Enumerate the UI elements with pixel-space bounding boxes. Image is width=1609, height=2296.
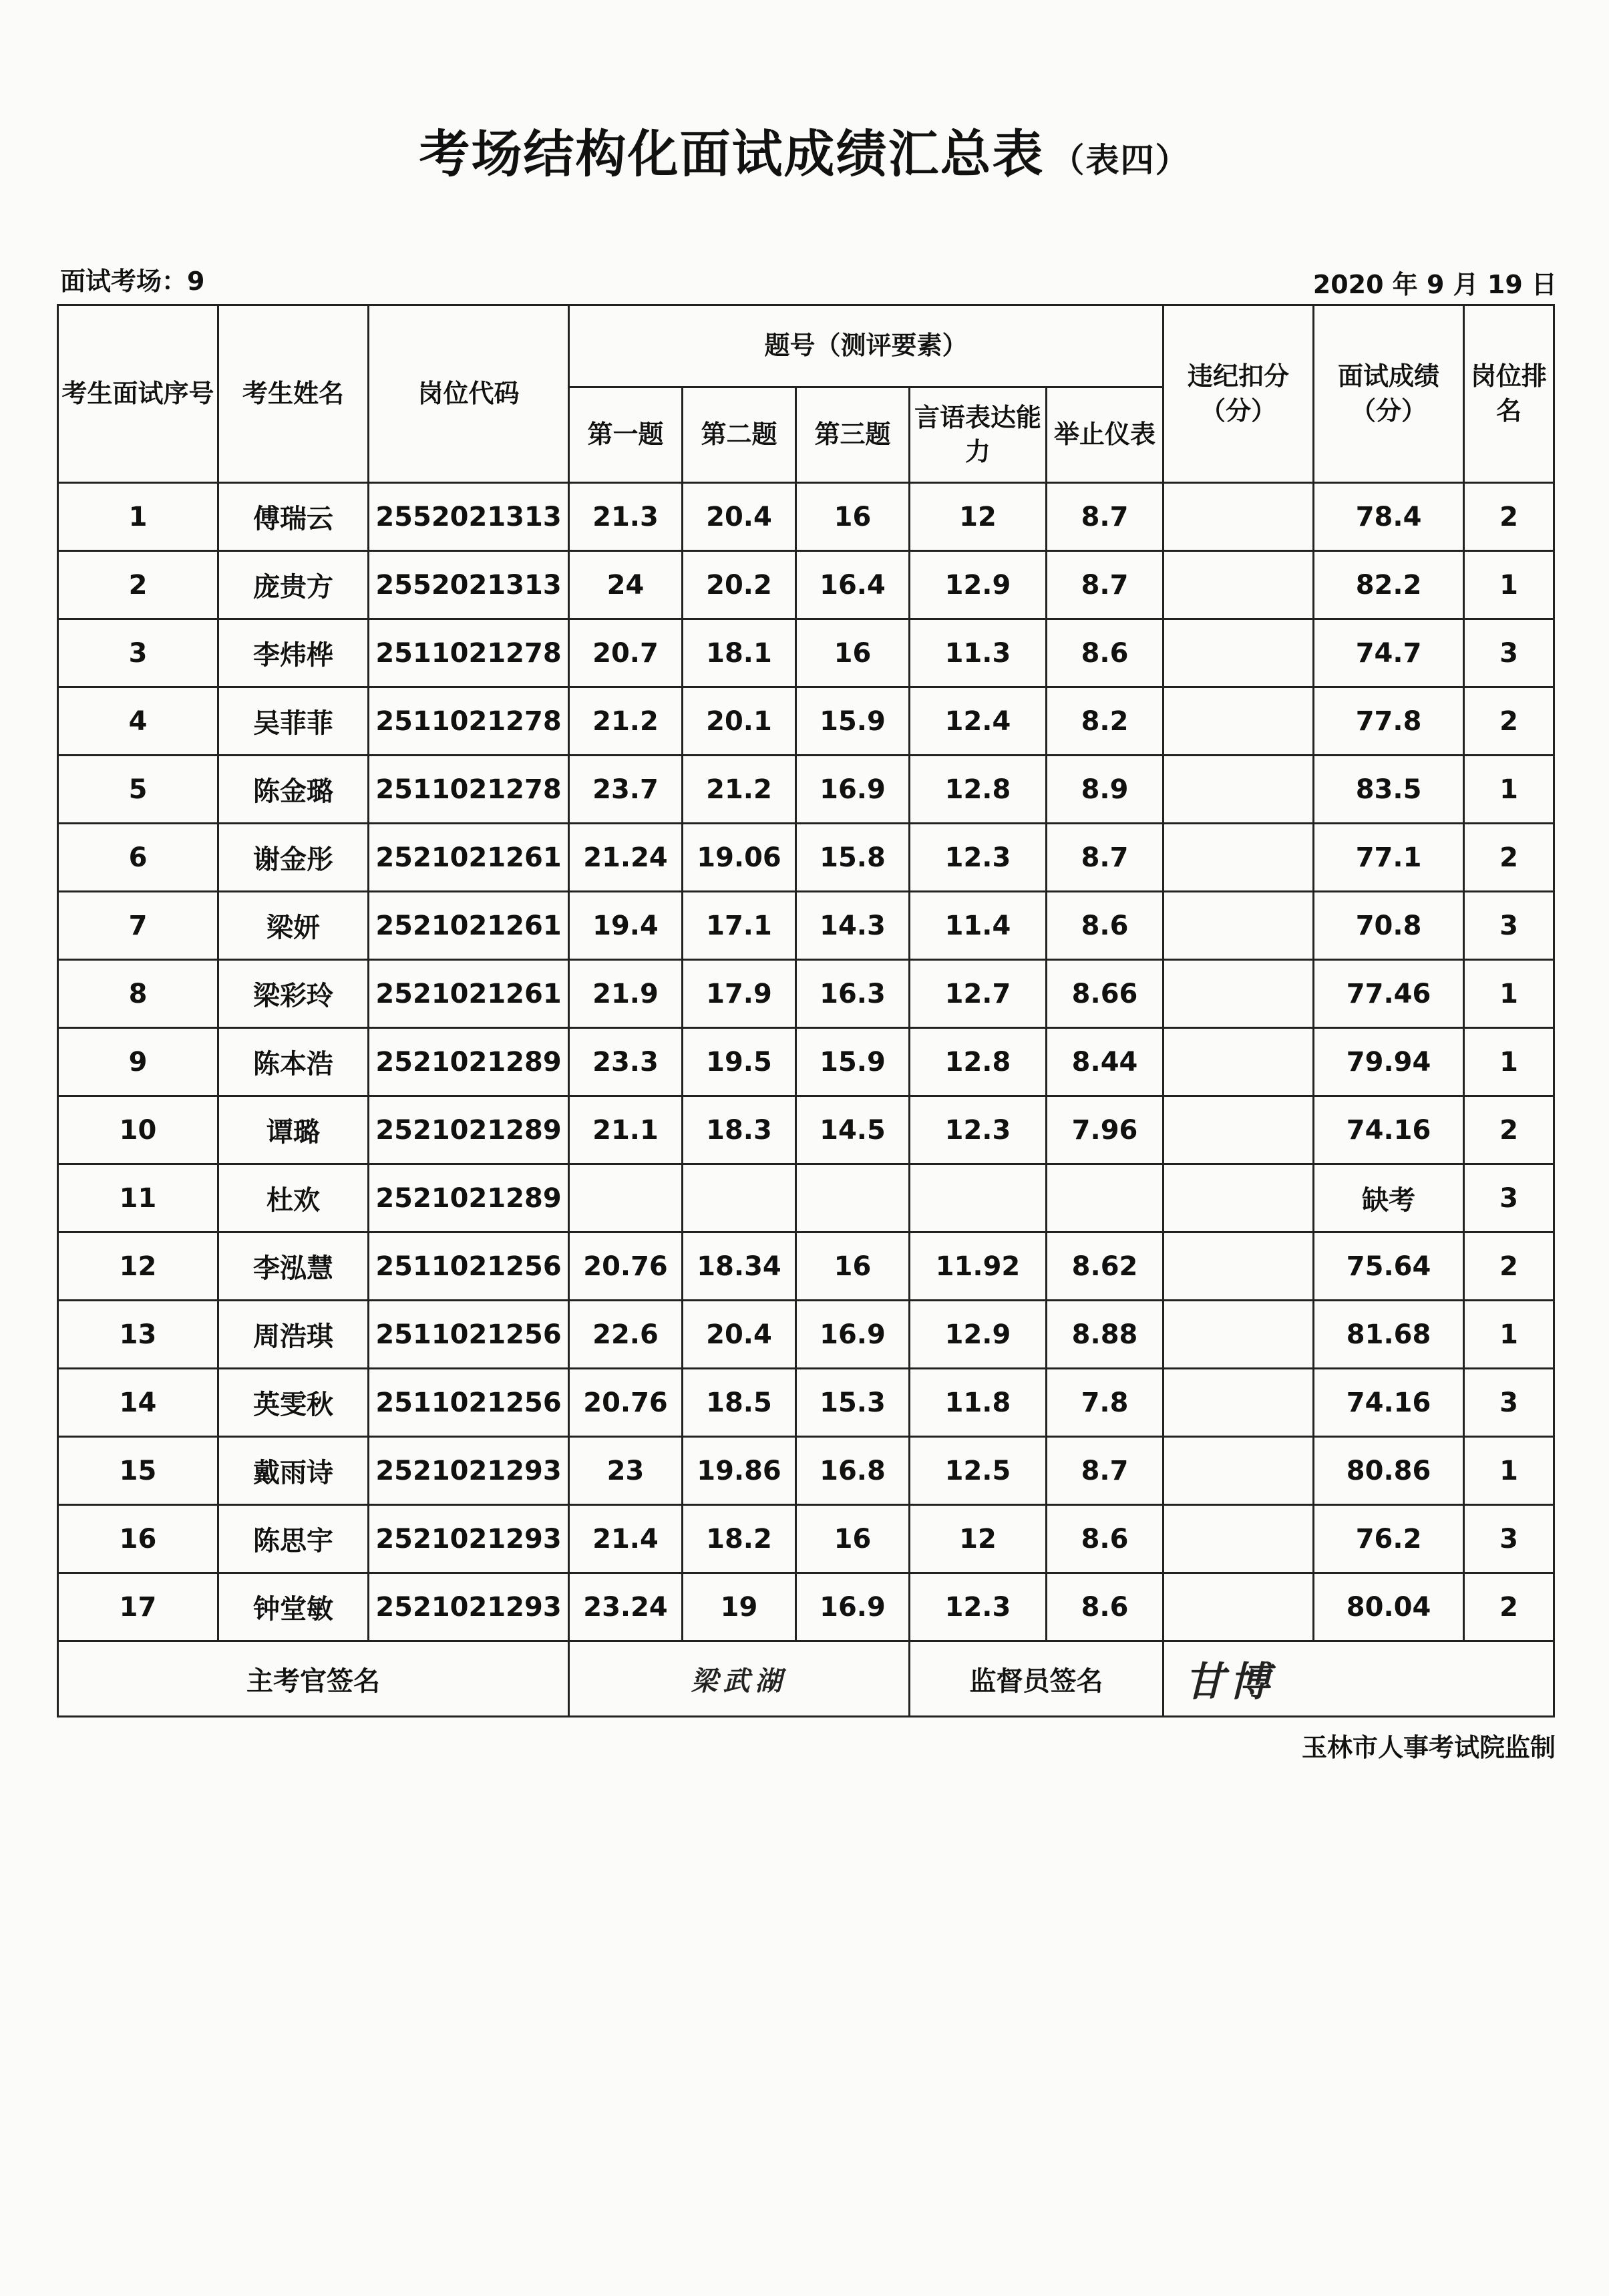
cell-score: 77.46 xyxy=(1314,960,1464,1028)
cell-post-code: 2521021293 xyxy=(369,1437,569,1505)
cell-manner: 8.6 xyxy=(1047,619,1164,687)
cell-score: 77.8 xyxy=(1314,687,1464,756)
cell-manner: 8.7 xyxy=(1047,1437,1164,1505)
cell-q1: 22.6 xyxy=(569,1301,683,1369)
cell-q2 xyxy=(683,1164,796,1233)
cell-post-code: 2511021256 xyxy=(369,1233,569,1301)
cell-seq: 15 xyxy=(58,1437,218,1505)
header-questions-group: 题号（测评要素） xyxy=(569,305,1164,387)
cell-q2: 19.06 xyxy=(683,824,796,892)
cell-q3: 15.3 xyxy=(796,1369,910,1437)
header-rank: 岗位排名 xyxy=(1464,305,1554,483)
cell-q1: 21.4 xyxy=(569,1505,683,1573)
cell-seq: 17 xyxy=(58,1573,218,1641)
cell-expression: 11.3 xyxy=(910,619,1047,687)
cell-manner: 8.66 xyxy=(1047,960,1164,1028)
footer-issuer: 玉林市人事考试院监制 xyxy=(1301,1733,1556,1762)
cell-deduction xyxy=(1164,1096,1314,1164)
cell-rank: 2 xyxy=(1464,1233,1554,1301)
cell-name: 谭璐 xyxy=(218,1096,369,1164)
cell-manner: 8.6 xyxy=(1047,892,1164,960)
cell-manner: 8.88 xyxy=(1047,1301,1164,1369)
cell-post-code: 2521021289 xyxy=(369,1096,569,1164)
table-row xyxy=(58,483,1554,551)
cell-q2: 17.1 xyxy=(683,892,796,960)
cell-manner: 7.8 xyxy=(1047,1369,1164,1437)
header-post-code: 岗位代码 xyxy=(369,305,569,483)
cell-name: 梁妍 xyxy=(218,892,369,960)
table-row xyxy=(58,892,1554,960)
cell-seq: 8 xyxy=(58,960,218,1028)
cell-deduction xyxy=(1164,1369,1314,1437)
cell-expression: 12.8 xyxy=(910,1028,1047,1096)
header-deduction: 违纪扣分（分） xyxy=(1164,305,1314,483)
cell-deduction xyxy=(1164,960,1314,1028)
cell-deduction xyxy=(1164,1573,1314,1641)
cell-post-code: 2521021289 xyxy=(369,1028,569,1096)
table-row xyxy=(58,1233,1554,1301)
cell-q3: 16.9 xyxy=(796,756,910,824)
supervisor-signature-label: 监督员签名 xyxy=(910,1641,1164,1717)
cell-post-code: 2521021293 xyxy=(369,1573,569,1641)
cell-deduction xyxy=(1164,687,1314,756)
table-row xyxy=(58,1369,1554,1437)
cell-post-code: 2511021278 xyxy=(369,687,569,756)
cell-seq: 9 xyxy=(58,1028,218,1096)
cell-q2: 21.2 xyxy=(683,756,796,824)
cell-expression: 11.4 xyxy=(910,892,1047,960)
cell-name: 周浩琪 xyxy=(218,1301,369,1369)
cell-score: 78.4 xyxy=(1314,483,1464,551)
cell-q1: 23 xyxy=(569,1437,683,1505)
cell-score: 75.64 xyxy=(1314,1233,1464,1301)
cell-deduction xyxy=(1164,1437,1314,1505)
cell-seq: 1 xyxy=(58,483,218,551)
cell-expression xyxy=(910,1164,1047,1233)
cell-manner: 8.6 xyxy=(1047,1505,1164,1573)
cell-score: 74.16 xyxy=(1314,1369,1464,1437)
supervisor-signature: 甘博 xyxy=(1164,1641,1554,1717)
table-row xyxy=(58,619,1554,687)
cell-name: 杜欢 xyxy=(218,1164,369,1233)
cell-q1: 23.3 xyxy=(569,1028,683,1096)
cell-q3: 14.5 xyxy=(796,1096,910,1164)
cell-seq: 12 xyxy=(58,1233,218,1301)
cell-score: 81.68 xyxy=(1314,1301,1464,1369)
table-row xyxy=(58,551,1554,619)
header-q3: 第三题 xyxy=(796,387,910,483)
cell-expression: 11.92 xyxy=(910,1233,1047,1301)
header-manner: 举止仪表 xyxy=(1047,387,1164,483)
cell-name: 谢金彤 xyxy=(218,824,369,892)
cell-post-code: 2521021293 xyxy=(369,1505,569,1573)
cell-manner: 7.96 xyxy=(1047,1096,1164,1164)
cell-name: 李炜桦 xyxy=(218,619,369,687)
cell-seq: 3 xyxy=(58,619,218,687)
cell-score: 80.04 xyxy=(1314,1573,1464,1641)
score-table xyxy=(57,304,1555,1717)
cell-deduction xyxy=(1164,892,1314,960)
header-name: 考生姓名 xyxy=(218,305,369,483)
cell-name: 傅瑞云 xyxy=(218,483,369,551)
cell-q2: 19 xyxy=(683,1573,796,1641)
table-row xyxy=(58,960,1554,1028)
cell-name: 戴雨诗 xyxy=(218,1437,369,1505)
table-row xyxy=(58,1164,1554,1233)
cell-post-code: 2511021278 xyxy=(369,619,569,687)
cell-q1: 20.76 xyxy=(569,1233,683,1301)
cell-name: 庞贵方 xyxy=(218,551,369,619)
table-row xyxy=(58,687,1554,756)
cell-score: 82.2 xyxy=(1314,551,1464,619)
exam-room-label: 面试考场：9 xyxy=(60,267,205,296)
cell-q3: 16 xyxy=(796,483,910,551)
cell-q1: 21.3 xyxy=(569,483,683,551)
cell-seq: 13 xyxy=(58,1301,218,1369)
cell-q2: 20.1 xyxy=(683,687,796,756)
cell-expression: 12.3 xyxy=(910,824,1047,892)
cell-manner: 8.62 xyxy=(1047,1233,1164,1301)
cell-deduction xyxy=(1164,1164,1314,1233)
cell-seq: 11 xyxy=(58,1164,218,1233)
cell-expression: 12.9 xyxy=(910,1301,1047,1369)
cell-score: 74.16 xyxy=(1314,1096,1464,1164)
score-table-body xyxy=(58,483,1554,1641)
cell-q2: 18.2 xyxy=(683,1505,796,1573)
examiner-signature: 梁武湖 xyxy=(569,1641,910,1717)
cell-q3: 16.9 xyxy=(796,1301,910,1369)
cell-deduction xyxy=(1164,1028,1314,1096)
cell-deduction xyxy=(1164,756,1314,824)
cell-name: 陈金璐 xyxy=(218,756,369,824)
cell-rank: 2 xyxy=(1464,1096,1554,1164)
cell-post-code: 2521021261 xyxy=(369,892,569,960)
cell-q3: 15.9 xyxy=(796,1028,910,1096)
cell-manner: 8.7 xyxy=(1047,483,1164,551)
cell-deduction xyxy=(1164,619,1314,687)
cell-rank: 3 xyxy=(1464,619,1554,687)
cell-q2: 20.4 xyxy=(683,1301,796,1369)
cell-rank: 3 xyxy=(1464,1369,1554,1437)
cell-q3: 15.9 xyxy=(796,687,910,756)
cell-seq: 2 xyxy=(58,551,218,619)
cell-q2: 18.3 xyxy=(683,1096,796,1164)
cell-manner: 8.7 xyxy=(1047,824,1164,892)
table-row xyxy=(58,1505,1554,1573)
cell-post-code: 2511021256 xyxy=(369,1369,569,1437)
header-q2: 第二题 xyxy=(683,387,796,483)
cell-q3: 16 xyxy=(796,619,910,687)
cell-expression: 12.8 xyxy=(910,756,1047,824)
cell-q1: 20.76 xyxy=(569,1369,683,1437)
cell-manner: 8.9 xyxy=(1047,756,1164,824)
cell-rank: 1 xyxy=(1464,1028,1554,1096)
cell-name: 钟堂敏 xyxy=(218,1573,369,1641)
cell-name: 陈本浩 xyxy=(218,1028,369,1096)
cell-seq: 7 xyxy=(58,892,218,960)
document-title xyxy=(0,114,1609,186)
cell-q2: 18.34 xyxy=(683,1233,796,1301)
cell-expression: 12.9 xyxy=(910,551,1047,619)
cell-score: 77.1 xyxy=(1314,824,1464,892)
cell-seq: 16 xyxy=(58,1505,218,1573)
cell-name: 陈思宇 xyxy=(218,1505,369,1573)
cell-manner: 8.44 xyxy=(1047,1028,1164,1096)
document-date: 2020 年 9 月 19 日 xyxy=(1312,270,1557,299)
cell-q1: 21.9 xyxy=(569,960,683,1028)
cell-q3: 16 xyxy=(796,1233,910,1301)
cell-score: 缺考 xyxy=(1314,1164,1464,1233)
header-q1: 第一题 xyxy=(569,387,683,483)
cell-deduction xyxy=(1164,1505,1314,1573)
cell-deduction xyxy=(1164,483,1314,551)
title-sub: （表四） xyxy=(1051,141,1190,180)
cell-expression: 12.5 xyxy=(910,1437,1047,1505)
cell-deduction xyxy=(1164,551,1314,619)
cell-q1: 19.4 xyxy=(569,892,683,960)
cell-q1: 24 xyxy=(569,551,683,619)
cell-seq: 4 xyxy=(58,687,218,756)
cell-score: 74.7 xyxy=(1314,619,1464,687)
cell-rank: 3 xyxy=(1464,892,1554,960)
cell-name: 梁彩玲 xyxy=(218,960,369,1028)
header-expression: 言语表达能力 xyxy=(910,387,1047,483)
cell-seq: 5 xyxy=(58,756,218,824)
cell-q2: 20.4 xyxy=(683,483,796,551)
cell-rank: 1 xyxy=(1464,1437,1554,1505)
cell-name: 李泓慧 xyxy=(218,1233,369,1301)
cell-q2: 20.2 xyxy=(683,551,796,619)
cell-score: 80.86 xyxy=(1314,1437,1464,1505)
cell-rank: 2 xyxy=(1464,687,1554,756)
header-seq: 考生面试序号 xyxy=(58,305,218,483)
table-row xyxy=(58,1301,1554,1369)
table-row xyxy=(58,1437,1554,1505)
cell-post-code: 2521021289 xyxy=(369,1164,569,1233)
cell-rank: 2 xyxy=(1464,824,1554,892)
cell-score: 83.5 xyxy=(1314,756,1464,824)
cell-manner xyxy=(1047,1164,1164,1233)
cell-post-code: 2552021313 xyxy=(369,483,569,551)
cell-expression: 12.7 xyxy=(910,960,1047,1028)
cell-q2: 19.5 xyxy=(683,1028,796,1096)
cell-q1: 21.24 xyxy=(569,824,683,892)
cell-q3: 16.3 xyxy=(796,960,910,1028)
cell-q1: 21.1 xyxy=(569,1096,683,1164)
cell-post-code: 2521021261 xyxy=(369,824,569,892)
cell-manner: 8.7 xyxy=(1047,551,1164,619)
cell-score: 76.2 xyxy=(1314,1505,1464,1573)
cell-rank: 1 xyxy=(1464,551,1554,619)
cell-rank: 1 xyxy=(1464,1301,1554,1369)
cell-rank: 2 xyxy=(1464,483,1554,551)
cell-seq: 6 xyxy=(58,824,218,892)
cell-post-code: 2511021256 xyxy=(369,1301,569,1369)
cell-post-code: 2552021313 xyxy=(369,551,569,619)
cell-rank: 1 xyxy=(1464,756,1554,824)
cell-score: 79.94 xyxy=(1314,1028,1464,1096)
cell-expression: 12.4 xyxy=(910,687,1047,756)
examiner-signature-label: 主考官签名 xyxy=(58,1641,569,1717)
cell-rank: 2 xyxy=(1464,1573,1554,1641)
cell-q3: 16.4 xyxy=(796,551,910,619)
cell-q1: 20.7 xyxy=(569,619,683,687)
cell-manner: 8.2 xyxy=(1047,687,1164,756)
cell-seq: 10 xyxy=(58,1096,218,1164)
cell-q1 xyxy=(569,1164,683,1233)
cell-rank: 3 xyxy=(1464,1505,1554,1573)
cell-q2: 18.1 xyxy=(683,619,796,687)
cell-q2: 17.9 xyxy=(683,960,796,1028)
cell-expression: 12 xyxy=(910,483,1047,551)
cell-expression: 12 xyxy=(910,1505,1047,1573)
cell-q3: 16 xyxy=(796,1505,910,1573)
cell-deduction xyxy=(1164,824,1314,892)
table-row xyxy=(58,1573,1554,1641)
cell-q3: 16.9 xyxy=(796,1573,910,1641)
cell-q3: 15.8 xyxy=(796,824,910,892)
cell-post-code: 2511021278 xyxy=(369,756,569,824)
cell-q1: 23.24 xyxy=(569,1573,683,1641)
table-row xyxy=(58,824,1554,892)
cell-q1: 21.2 xyxy=(569,687,683,756)
cell-seq: 14 xyxy=(58,1369,218,1437)
cell-rank: 3 xyxy=(1464,1164,1554,1233)
cell-manner: 8.6 xyxy=(1047,1573,1164,1641)
cell-q1: 23.7 xyxy=(569,756,683,824)
cell-q2: 18.5 xyxy=(683,1369,796,1437)
cell-deduction xyxy=(1164,1301,1314,1369)
cell-expression: 12.3 xyxy=(910,1573,1047,1641)
table-row xyxy=(58,756,1554,824)
table-row xyxy=(58,1028,1554,1096)
cell-deduction xyxy=(1164,1233,1314,1301)
cell-q3: 16.8 xyxy=(796,1437,910,1505)
table-row xyxy=(58,1096,1554,1164)
cell-expression: 12.3 xyxy=(910,1096,1047,1164)
cell-post-code: 2521021261 xyxy=(369,960,569,1028)
cell-name: 吴菲菲 xyxy=(218,687,369,756)
cell-rank: 1 xyxy=(1464,960,1554,1028)
header-score: 面试成绩（分） xyxy=(1314,305,1464,483)
title-main: 考场结构化面试成绩汇总表 xyxy=(419,124,1045,184)
cell-expression: 11.8 xyxy=(910,1369,1047,1437)
cell-q2: 19.86 xyxy=(683,1437,796,1505)
cell-score: 70.8 xyxy=(1314,892,1464,960)
cell-q3: 14.3 xyxy=(796,892,910,960)
cell-q3 xyxy=(796,1164,910,1233)
cell-name: 英雯秋 xyxy=(218,1369,369,1437)
